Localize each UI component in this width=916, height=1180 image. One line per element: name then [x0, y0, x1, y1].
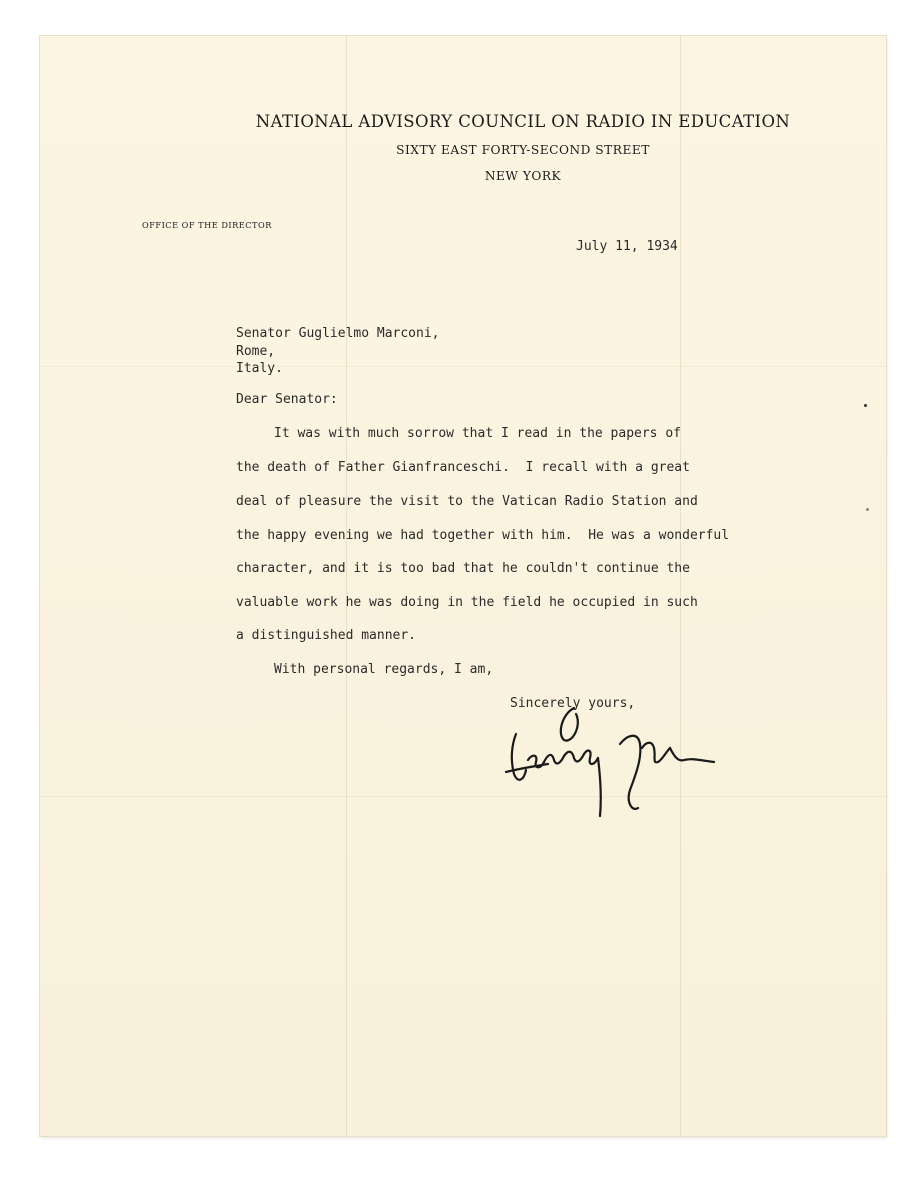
paper-speck — [864, 404, 867, 407]
handwritten-signature — [502, 704, 717, 824]
letter-sheet — [40, 36, 886, 1136]
letter-date: July 11, 1934 — [576, 239, 678, 254]
body-line: deal of pleasure the visit to the Vatican Radio Station and — [236, 494, 698, 509]
recipient-country: Italy. — [236, 361, 283, 376]
salutation: Dear Senator: — [236, 392, 338, 407]
recipient-name: Senator Guglielmo Marconi, — [236, 326, 440, 341]
body-line: a distinguished manner. — [236, 628, 417, 643]
letterhead — [40, 112, 886, 183]
fold-crease — [346, 36, 347, 1136]
body-line: the death of Father Gianfranceschi. I recall with a great — [236, 460, 690, 475]
closing-line: With personal regards, I am, — [274, 662, 494, 677]
body-line: the happy evening we had together with him. He was a wonderful — [236, 528, 730, 543]
fold-crease — [40, 366, 886, 367]
fold-crease — [680, 36, 681, 1136]
body-line: valuable work he was doing in the field he occupied in such — [236, 595, 698, 610]
office-label: OFFICE OF THE DIRECTOR — [142, 220, 272, 230]
recipient-city: Rome, — [236, 344, 276, 359]
organization-name: NATIONAL ADVISORY COUNCIL ON RADIO IN EDUCATION — [255, 112, 791, 131]
paper-speck — [866, 508, 869, 511]
fold-crease — [40, 796, 886, 797]
signoff: Sincerely yours, — [510, 696, 636, 711]
organization-city: NEW YORK — [484, 169, 562, 183]
organization-street: SIXTY EAST FORTY-SECOND STREET — [396, 143, 650, 157]
body-line: character, and it is too bad that he couldn't continue the — [236, 561, 690, 576]
body-line: It was with much sorrow that I read in the papers of — [274, 426, 681, 441]
